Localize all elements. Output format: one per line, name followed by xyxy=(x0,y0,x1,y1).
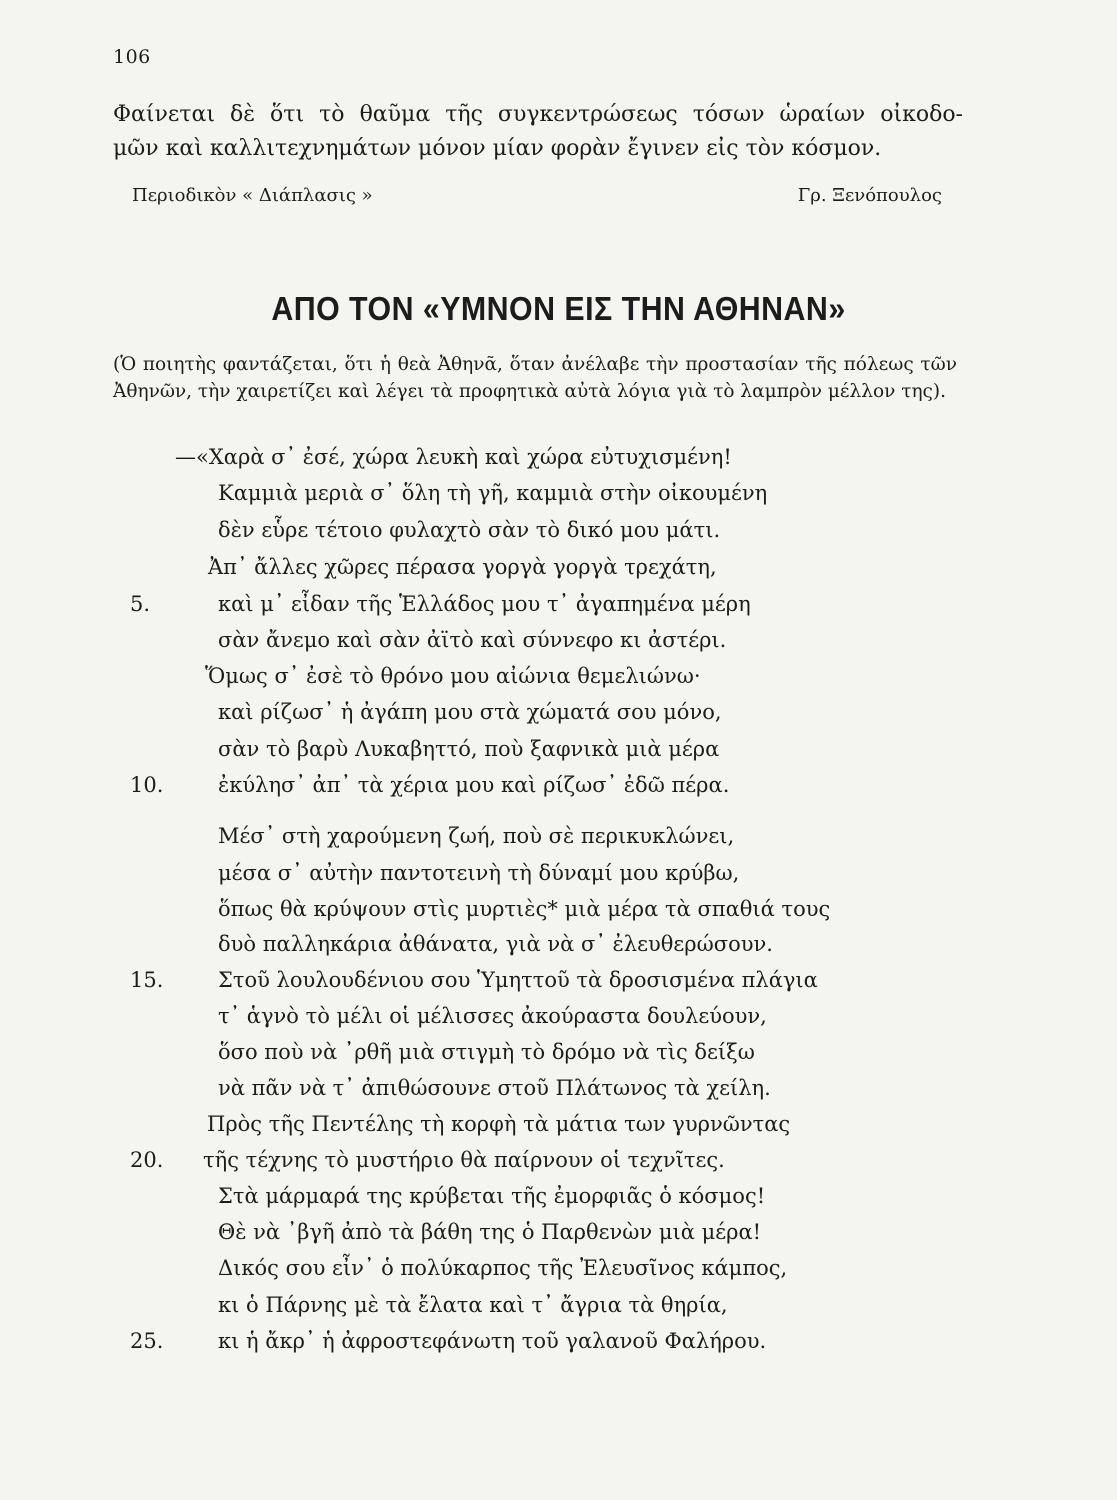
verse-number: 15. xyxy=(130,968,164,992)
verse-text: Ὅμως σ᾿ ἐσὲ τὸ θρόνο μου αἰώνια θεμελιώνω· xyxy=(205,664,701,688)
verse-text: Στοῦ λουλουδένιου σου Ὑμηττοῦ τὰ δροσισμένα πλάγια xyxy=(218,968,818,992)
verse-number: 10. xyxy=(130,773,164,797)
verse-text: Μέσ᾿ στὴ χαρούμενη ζωή, ποὺ σὲ περικυκλώνει, xyxy=(218,824,735,848)
verse-text: Δικός σου εἶν᾿ ὁ πολύκαρπος τῆς Ἐλευσῖνος κάμπος, xyxy=(218,1256,788,1280)
source-attribution xyxy=(132,185,942,206)
intro-paragraph xyxy=(113,98,963,166)
verse-text: Θὲ νὰ ᾿βγῆ ἀπὸ τὰ βάθη της ὁ Παρθενὼν μιὰ μέρα! xyxy=(218,1220,762,1244)
verse-text: τῆς τέχνης τὸ μυστήριο θὰ παίρνουν οἱ τεχνῖτες. xyxy=(203,1148,725,1172)
source-author: Γρ. Ξενόπουλος xyxy=(797,185,942,206)
verse-text: ἐκύλησ᾿ ἀπ᾿ τὰ χέρια μου καὶ ρίζωσ᾿ ἐδῶ πέρα. xyxy=(218,773,730,797)
verse-text: σὰν τὸ βαρὺ Λυκαβηττό, ποὺ ξαφνικὰ μιὰ μέρα xyxy=(218,737,720,761)
source-publication: Περιοδικὸν « Διάπλασις » xyxy=(132,185,373,206)
verse-text: καὶ μ᾿ εἶδαν τῆς Ἑλλάδος μου τ᾿ ἀγαπημένα μέρη xyxy=(218,592,751,616)
poem-note xyxy=(113,351,957,405)
verse-text: δυὸ παλληκάρια ἀθάνατα, γιὰ νὰ σ᾿ ἐλευθερώσουν. xyxy=(218,932,773,956)
poem-title: ΑΠΟ ΤΟΝ «ΥΜΝΟΝ ΕΙΣ ΤΗΝ ΑΘΗΝΑΝ» xyxy=(271,290,846,327)
verse-number: 5. xyxy=(130,592,151,616)
verse-text: νὰ πᾶν νὰ τ᾿ ἀπιθώσουνε στοῦ Πλάτωνος τὰ χείλη. xyxy=(218,1076,771,1100)
verse-text: κι ἡ ἄκρ᾿ ἡ ἀφροστεφάνωτη τοῦ γαλανοῦ Φαλήρου. xyxy=(218,1329,767,1353)
intro-line-1: Φαίνεται δὲ ὅτι τὸ θαῦμα τῆς συγκεντρώσεως τόσων ὡραίων οἰκοδο- xyxy=(113,102,963,127)
intro-line-2: μῶν καὶ καλλιτεχνημάτων μόνον μίαν φορὰν ἔγινεν εἰς τὸν κόσμον. xyxy=(113,136,882,161)
verse-number: 25. xyxy=(130,1329,164,1353)
verse-text: —«Χαρὰ σ᾿ ἐσέ, χώρα λευκὴ καὶ χώρα εὐτυχισμένη! xyxy=(175,445,732,469)
verse-text: Πρὸς τῆς Πεντέλης τὴ κορφὴ τὰ μάτια των γυρνῶντας xyxy=(207,1112,791,1136)
verse-text: Καμμιὰ μεριὰ σ᾿ ὅλη τὴ γῆ, καμμιὰ στὴν οἰκουμένη xyxy=(218,481,768,505)
verse-number: 20. xyxy=(130,1148,164,1172)
poem-note-text: (Ὁ ποιητὴς φαντάζεται, ὅτι ἡ θεὰ Ἀθηνᾶ, ὅταν ἀνέλαβε τὴν προστασίαν τῆς πόλεως τῶν Ἀθηνῶν, τὴν χαιρετίζει καὶ λέγει τὰ προφητικὰ αὐτὰ λόγια γιὰ τὸ λαμπρὸν μέλλον της). xyxy=(113,354,957,402)
verse-text: Ἀπ᾿ ἄλλες χῶρες πέρασα γοργὰ γοργὰ τρεχάτη, xyxy=(208,555,717,579)
verse-text: Στὰ μάρμαρά της κρύβεται τῆς ἐμορφιᾶς ὁ κόσμος! xyxy=(218,1184,766,1208)
verse-text: σὰν ἄνεμο καὶ σὰν ἀϊτὸ καὶ σύννεφο κι ἀστέρι. xyxy=(218,628,727,652)
page-number: 106 xyxy=(113,46,151,68)
verse-text: τ᾿ ἁγνὸ τὸ μέλι οἱ μέλισσες ἀκούραστα δουλεύουν, xyxy=(218,1004,767,1028)
verse-text: ὅπως θὰ κρύψουν στὶς μυρτιὲς* μιὰ μέρα τὰ σπαθιά τους xyxy=(218,897,831,921)
verse-text: ὅσο ποὺ νὰ ᾿ρθῆ μιὰ στιγμὴ τὸ δρόμο νὰ τὶς δείξω xyxy=(218,1040,755,1064)
verse-text: μέσα σ᾿ αὐτὴν παντοτεινὴ τὴ δύναμί μου κρύβω, xyxy=(218,861,740,885)
verse-text: κι ὁ Πάρνης μὲ τὰ ἔλατα καὶ τ᾿ ἄγρια τὰ θηρία, xyxy=(218,1293,728,1317)
verse-text: δὲν εὗρε τέτοιο φυλαχτὸ σὰν τὸ δικό μου μάτι. xyxy=(218,518,721,542)
verse-text: καὶ ρίζωσ᾿ ἡ ἀγάπη μου στὰ χώματά σου μόνο, xyxy=(218,700,722,724)
